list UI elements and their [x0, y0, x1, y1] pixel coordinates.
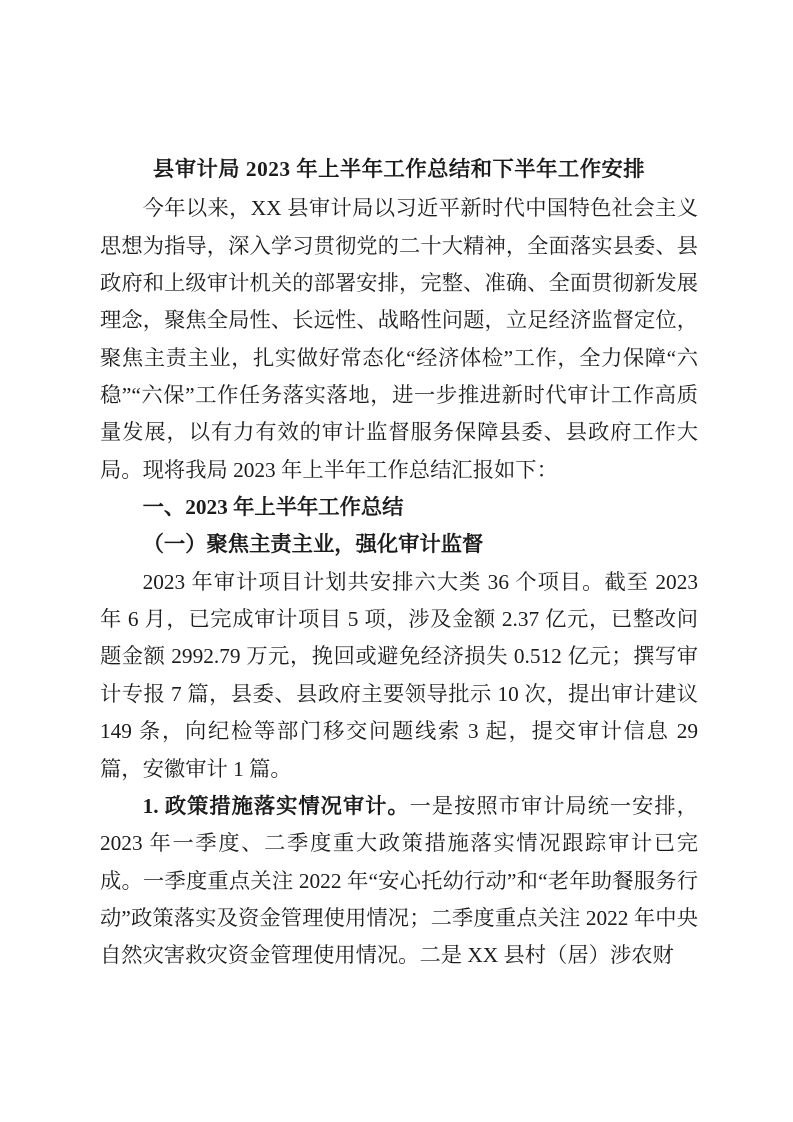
intro-paragraph: 今年以来，XX 县审计局以习近平新时代中国特色社会主义思想为指导，深入学习贯彻党的二十大精神，全面落实县委、县政府和上级审计机关的部署安排，完整、准确、全面贯彻新发展理念，聚焦全局性、长远性、战略性问题，立足经济监督定位，聚焦主责主业，扎实做好常态化“经济体检”工作，全力保障“六稳”“六保”工作任务落实落地，进一步推进新时代审计工作高质量发展，以有力有效的审计监督服务保障县委、县政府工作大局。现将我局 2023 年上半年工作总结汇报如下： — [100, 196, 698, 482]
policy-audit-paragraph — [100, 788, 698, 975]
policy-audit-lead: 1. 政策措施落实情况审计。 — [142, 793, 410, 818]
document-content — [100, 151, 698, 975]
subsection-1-heading: （一）聚焦主责主业，强化审计监督 — [142, 532, 484, 557]
stats-paragraph: 2023 年审计项目计划共安排六大类 36 个项目。截至 2023 年 6 月，已完成审计项目 5 项，涉及金额 2.37 亿元，已整改问题金额 2992.79 万元，挽回或避免经济损失 0.512 亿元；撰写审计专报 7 篇，县委、县政府主要领导批示 10 次，提出审计建议 149 条，向纪检等部门移交问题线索 3 起，提交审计信息 29 篇，安徽审计 1 篇。 — [100, 569, 698, 781]
policy-audit-body: 一是按照市审计局统一安排，2023 年一季度、二季度重大政策措施落实情况跟踪审计已完成。一季度重点关注 2022 年“安心托幼行动”和“老年助餐服务行动”政策落实及资金管理使用情况；二季度重点关注 2022 年中央自然灾害救灾资金管理使用情况。二是 XX 县村（居）涉农财 — [100, 793, 698, 968]
section-1-heading: 一、2023 年上半年工作总结 — [142, 495, 404, 520]
document-title: 县审计局 2023 年上半年工作总结和下半年工作安排 — [152, 157, 646, 181]
